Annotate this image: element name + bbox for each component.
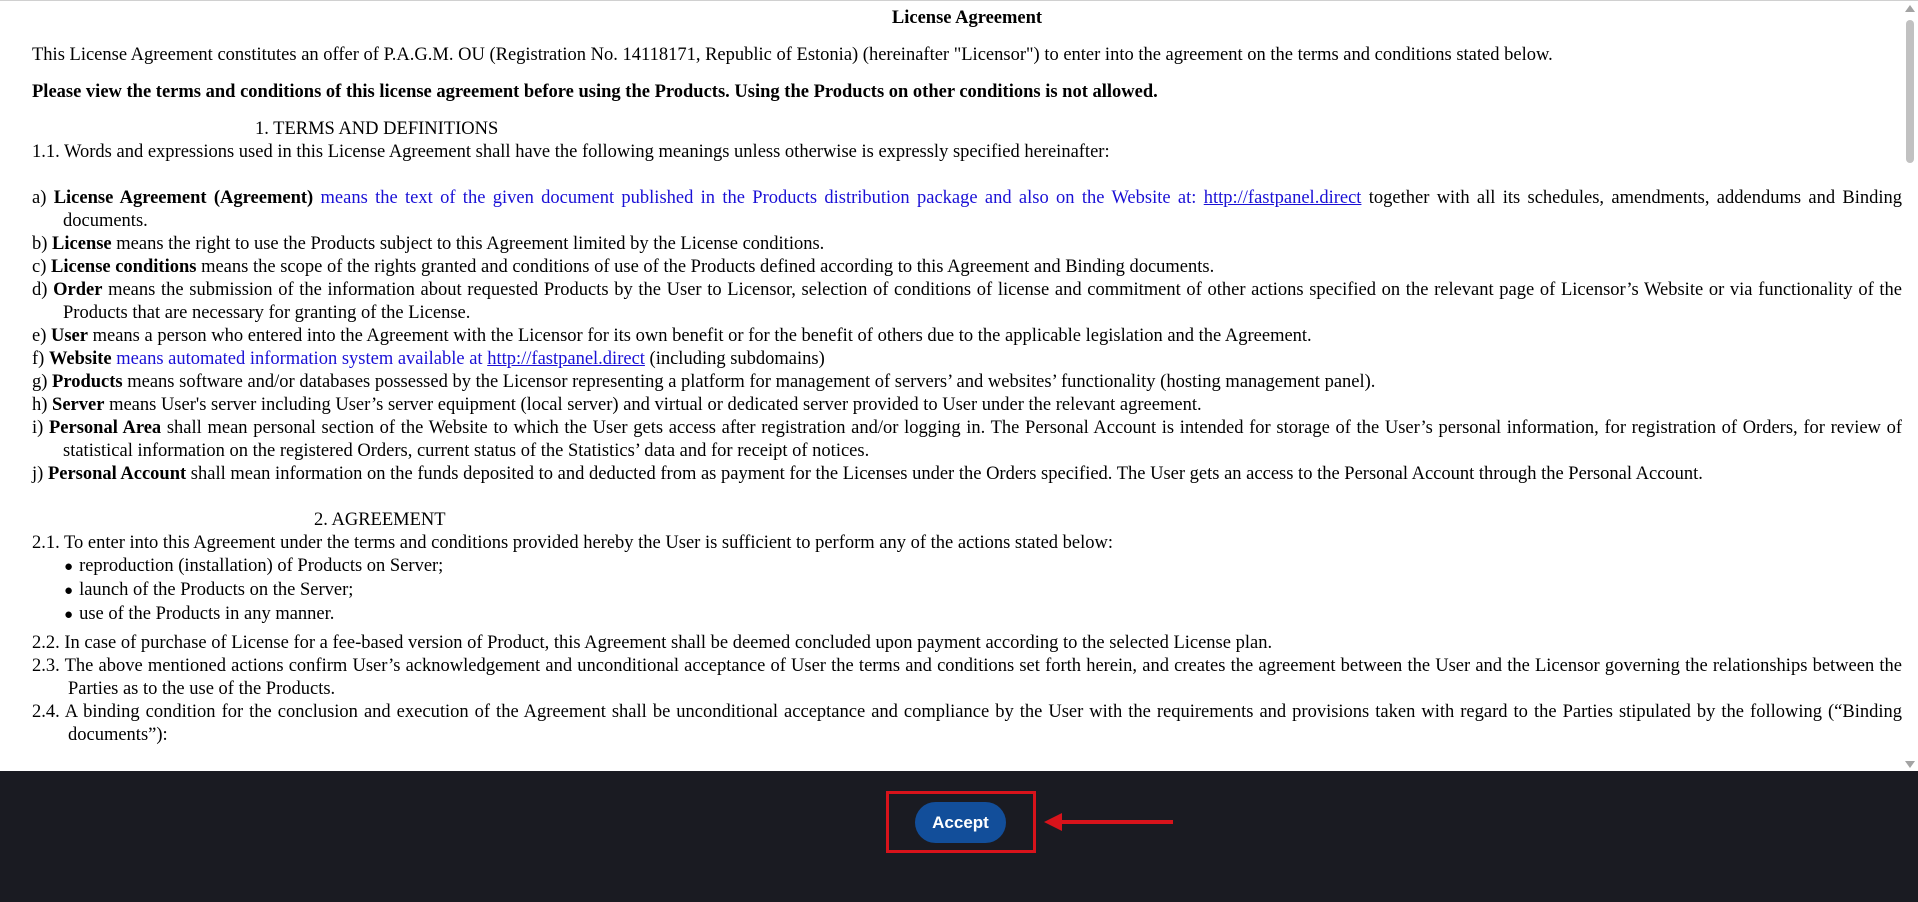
definition-g-prefix: g)	[32, 372, 48, 392]
definition-e	[32, 325, 1902, 348]
definition-e-term: User	[51, 326, 88, 346]
vertical-scrollbar[interactable]	[1902, 1, 1918, 771]
definition-e-prefix: e)	[32, 326, 47, 346]
definition-h	[32, 394, 1902, 417]
definition-j	[32, 463, 1902, 486]
list-item: ● reproduction (installation) of Products on Server;	[64, 555, 1902, 579]
accept-button[interactable]: Accept	[915, 802, 1006, 843]
definition-c-text: means the scope of the rights granted and conditions of use of the Products defined according to this Agreement and Binding documents.	[201, 257, 1215, 277]
actions-list	[32, 555, 1902, 627]
list-item: ● launch of the Products on the Server;	[64, 579, 1902, 603]
scroll-thumb[interactable]	[1906, 20, 1914, 163]
section-2-heading: 2. AGREEMENT	[314, 510, 446, 530]
clause-2-2: 2.2. In case of purchase of License for a fee-based version of Product, this Agreement shall be deemed concluded upon payment according to the selected License plan.	[32, 633, 1273, 653]
section-1-heading: 1. TERMS AND DEFINITIONS	[255, 119, 499, 139]
definition-d-prefix: d)	[32, 280, 48, 300]
definition-a-rest: together with all its schedules, amendments, addendums and Binding documents.	[63, 188, 1903, 231]
definition-c	[32, 256, 1902, 279]
definition-f	[32, 348, 1902, 371]
definition-b-text: means the right to use the Products subject to this Agreement limited by the License conditions.	[116, 234, 825, 254]
license-document	[32, 1, 1902, 747]
clause-2-4: 2.4. A binding condition for the conclusion and execution of the Agreement shall be unconditional acceptance and compliance by the User with the requirements and provisions taken with regard to the Parties stipulated by the following (“Binding documents”):	[32, 702, 1902, 745]
definition-f-term: Website	[48, 349, 112, 369]
clause-2-3: 2.3. The above mentioned actions confirm User’s acknowledgement and unconditional acceptance of User the terms and conditions set forth herein, and creates the agreement between the User and the Licensor governing the relationships between the Parties as to the use of the Products.	[32, 656, 1902, 699]
definition-i	[32, 417, 1902, 463]
definition-d-term: Order	[53, 280, 103, 300]
definition-b-term: License	[52, 234, 112, 254]
intro-paragraph: This License Agreement constitutes an offer of P.A.G.M. OU (Registration No. 14118171, Republic of Estonia) (hereinafter "Licensor") to enter into the agreement on the terms and conditions stated below.	[32, 45, 1553, 65]
definition-a-term: License Agreement (Agreement)	[53, 188, 314, 208]
definition-c-term: License conditions	[51, 257, 197, 277]
definition-a-text: means the text of the given document published in the Products distribution package and also on the Website at:	[320, 188, 1197, 208]
scroll-up-arrow-icon[interactable]	[1905, 5, 1915, 12]
definition-f-rest: (including subdomains)	[649, 349, 825, 369]
list-item: ● use of the Products in any manner.	[64, 603, 1902, 627]
definition-j-text: shall mean information on the funds deposited to and deducted from as payment for the Licenses under the Orders specified. The User gets an access to the Personal Account through the Personal Account.	[190, 464, 1703, 484]
scroll-down-arrow-icon[interactable]	[1905, 761, 1915, 768]
definition-b	[32, 233, 1902, 256]
clause-1-1: 1.1. Words and expressions used in this License Agreement shall have the following meanings unless otherwise is expressly specified hereinafter:	[32, 142, 1110, 162]
definition-a	[32, 187, 1902, 233]
definition-b-prefix: b)	[32, 234, 48, 254]
fastpanel-link-2[interactable]: http://fastpanel.direct	[487, 349, 645, 369]
fastpanel-link-1[interactable]: http://fastpanel.direct	[1203, 188, 1362, 208]
definition-d-text: means the submission of the information about requested Products by the User to Licensor, selection of conditions of license and commitment of other actions specified on the relevant page of Licensor’s Website or via functionality of the Products that are necessary for granting of the License.	[63, 280, 1903, 323]
definition-i-term: Personal Area	[48, 418, 162, 438]
notice-paragraph: Please view the terms and conditions of this license agreement before using the Products. Using the Products on other conditions is not allowed.	[32, 82, 1158, 102]
definition-i-prefix: i)	[32, 418, 44, 438]
definition-g-text: means software and/or databases possessed by the Licensor representing a platform for management of servers’ and websites’ functionality (hosting management panel).	[127, 372, 1376, 392]
definition-a-prefix: a)	[32, 188, 47, 208]
definition-g	[32, 371, 1902, 394]
definition-i-text: shall mean personal section of the Website to which the User gets access after registration and/or logging in. The Personal Account is intended for storage of the User’s personal information, for registration of Orders, for review of statistical information on the registered Orders, current status of the Statistics’ data and for receipt of notices.	[63, 418, 1902, 461]
definition-f-text: means automated information system available at	[116, 349, 483, 369]
definition-j-prefix: j)	[32, 464, 44, 484]
definition-d	[32, 279, 1902, 325]
definition-h-text: means User's server including User’s server equipment (local server) and virtual or dedicated server provided to User under the relevant agreement.	[109, 395, 1202, 415]
document-title: License Agreement	[891, 8, 1043, 28]
definition-h-term: Server	[52, 395, 105, 415]
annotation-arrow-line	[1060, 820, 1173, 824]
definition-h-prefix: h)	[32, 395, 48, 415]
definition-e-text: means a person who entered into the Agreement with the Licensor for its own benefit or for the benefit of others due to the applicable legislation and the Agreement.	[92, 326, 1312, 346]
footer-bar	[0, 771, 1918, 902]
definition-j-term: Personal Account	[47, 464, 187, 484]
definition-c-prefix: c)	[32, 257, 47, 277]
definition-f-prefix: f)	[32, 349, 45, 369]
definition-g-term: Products	[52, 372, 123, 392]
clause-2-1: 2.1. To enter into this Agreement under the terms and conditions provided hereby the User is sufficient to perform any of the actions stated below:	[32, 533, 1114, 553]
